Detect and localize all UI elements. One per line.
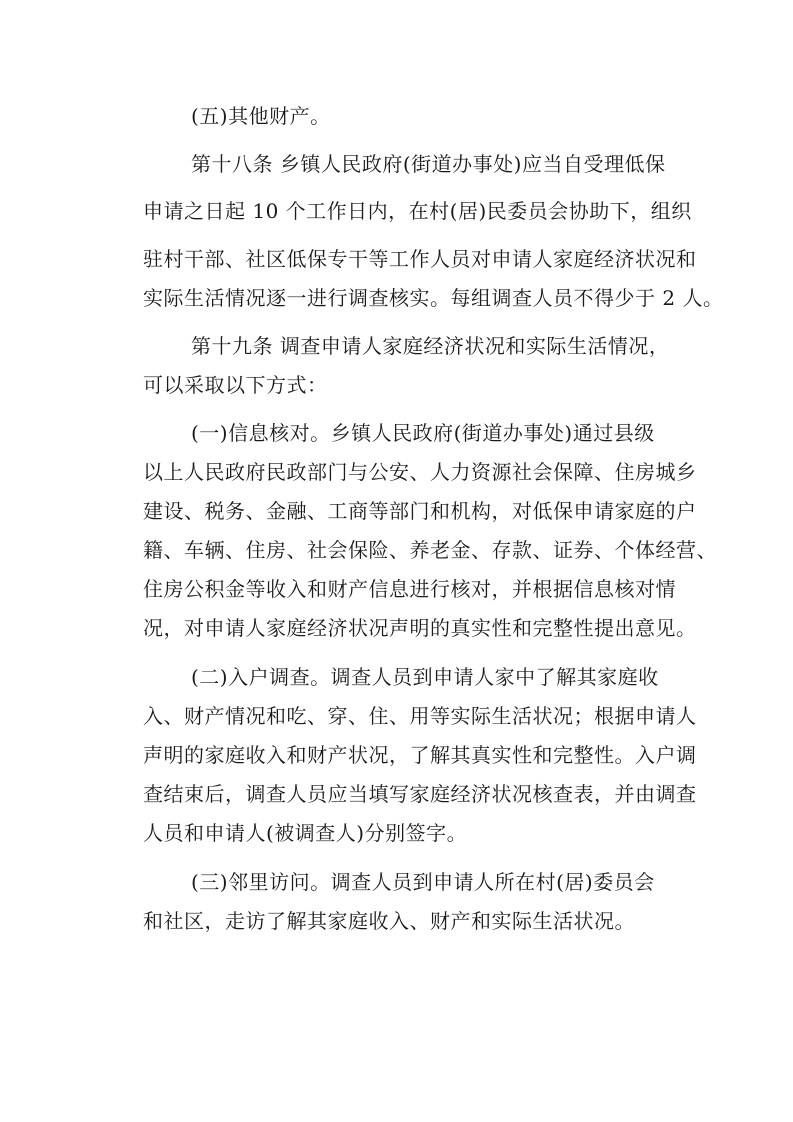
item-2-line-5: 人员和申请人(被调查人)分别签字。 xyxy=(143,821,468,845)
article-18-line-1: 第十八条 乡镇人民政府(街道办事处)应当自受理低保 xyxy=(191,152,666,176)
item-1-line-3: 建设、税务、金融、工商等部门和机构，对低保申请家庭的户 xyxy=(143,499,697,523)
article-18-line-4: 实际生活情况逐一进行调查核实。每组调查人员不得少于 2 人。 xyxy=(143,286,724,310)
item-2-line-4: 查结束后，调查人员应当填写家庭经济状况核查表，并由调查 xyxy=(143,782,697,806)
item-1-line-6: 况，对申请人家庭经济状况声明的真实性和完整性提出意见。 xyxy=(143,616,697,640)
item-2-line-3: 声明的家庭收入和财产状况，了解其真实性和完整性。入户调 xyxy=(143,743,697,767)
item-2-line-1: (二)入户调查。调查人员到申请人家中了解其家庭收 xyxy=(191,665,659,689)
item-3-line-1: (三)邻里访问。调查人员到申请人所在村(居)委员会 xyxy=(191,870,655,894)
item-2-line-2: 入、财产情况和吃、穿、住、用等实际生活状况；根据申请人 xyxy=(143,704,697,728)
article-18-line-2: 申请之日起 10 个工作日内，在村(居)民委员会协助下，组织 xyxy=(143,199,692,223)
article-19-line-2: 可以采取以下方式： xyxy=(143,373,328,397)
item-1-line-2: 以上人民政府民政部门与公安、人力资源社会保障、住房城乡 xyxy=(143,460,697,484)
item-3-line-2: 和社区，走访了解其家庭收入、财产和实际生活状况。 xyxy=(143,909,635,933)
article-19-line-1: 第十九条 调查申请人家庭经济状况和实际生活情况， xyxy=(191,334,670,358)
item-1-line-1: (一)信息核对。乡镇人民政府(街道办事处)通过县级 xyxy=(191,421,655,445)
article-18-line-3: 驻村干部、社区低保专干等工作人员对申请人家庭经济状况和 xyxy=(143,247,697,271)
item-1-line-5: 住房公积金等收入和财产信息进行核对，并根据信息核对情 xyxy=(143,577,676,601)
paragraph-item-5-other-property: (五)其他财产。 xyxy=(191,104,331,128)
item-1-line-4: 籍、车辆、住房、社会保险、养老金、存款、证券、个体经营、 xyxy=(143,538,717,562)
